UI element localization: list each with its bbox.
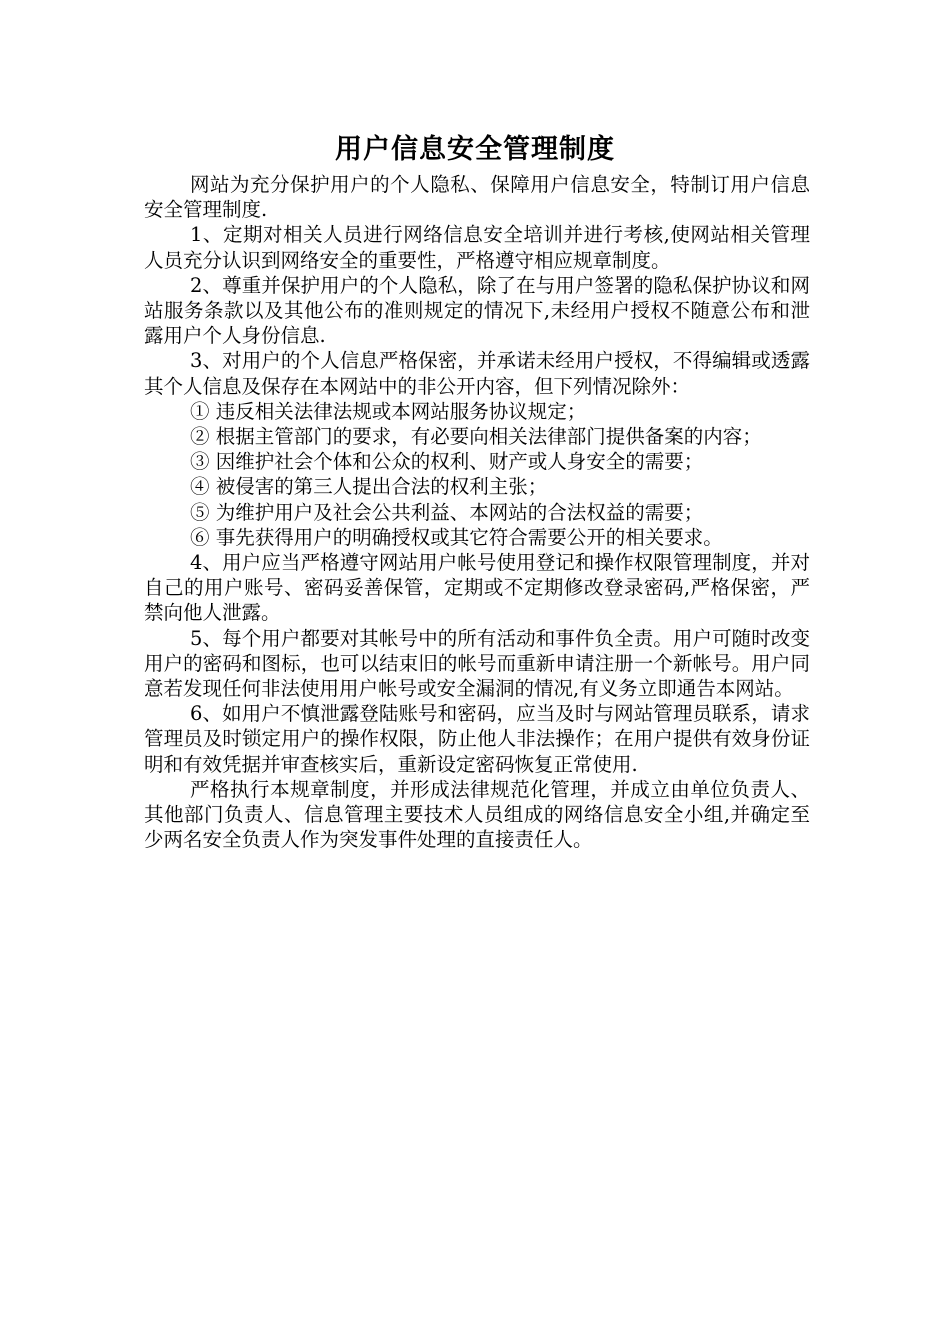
rule-5-paragraph: 5、每个用户都要对其帐号中的所有活动和事件负全责。用户可随时改变用户的密码和图标，也可以结束旧的帐号而重新申请注册一个新帐号。用户同意若发现任何非法使用用户帐号或安全漏洞的情况,有义务立即通告本网站。 bbox=[144, 626, 810, 701]
exception-item-1: ① 违反相关法律法规或本网站服务协议规定； bbox=[190, 399, 587, 423]
intro-paragraph: 网站为充分保护用户的个人隐私、保障用户信息安全，特制订用户信息安全管理制度. bbox=[144, 173, 810, 222]
rule-6-paragraph: 6、如用户不慎泄露登陆账号和密码，应当及时与网站管理员联系，请求管理员及时锁定用户的操作权限，防止他人非法操作；在用户提供有效身份证明和有效凭据并审查核实后，重新设定密码恢复正常使用. bbox=[144, 702, 810, 776]
exception-item-2: ② 根据主管部门的要求，有必要向相关法律部门提供备案的内容； bbox=[190, 425, 762, 449]
exception-item-5: ⑤ 为维护用户及社会公共利益、本网站的合法权益的需要； bbox=[190, 500, 704, 524]
rule-1-paragraph: 1、定期对相关人员进行网络信息安全培训并进行考核,使网站相关管理人员充分认识到网络安全的重要性，严格遵守相应规章制度。 bbox=[144, 223, 810, 272]
document-body bbox=[144, 172, 810, 852]
rule-4-paragraph: 4、用户应当严格遵守网站用户帐号使用登记和操作权限管理制度，并对自己的用户账号、密码妥善保管，定期或不定期修改登录密码,严格保密，严禁向他人泄露。 bbox=[144, 551, 810, 625]
exception-item-3: ③ 因维护社会个体和公众的权利、财产或人身安全的需要； bbox=[190, 450, 704, 474]
exception-item-4: ④ 被侵害的第三人提出合法的权利主张； bbox=[190, 475, 548, 499]
rule-3-paragraph: 3、对用户的个人信息严格保密，并承诺未经用户授权，不得编辑或透露其个人信息及保存在本网站中的非公开内容，但下列情况除外： bbox=[144, 349, 810, 398]
document-title: 用户信息安全管理制度 bbox=[335, 134, 615, 165]
closing-paragraph: 严格执行本规章制度，并形成法律规范化管理，并成立由单位负责人、其他部门负责人、信息管理主要技术人员组成的网络信息安全小组,并确定至少两名安全负责人作为突发事件处理的直接责任人。 bbox=[144, 777, 810, 852]
rule-2-paragraph: 2、尊重并保护用户的个人隐私，除了在与用户签署的隐私保护协议和网站服务条款以及其他公布的准则规定的情况下,未经用户授权不随意公布和泄露用户个人身份信息. bbox=[144, 273, 810, 348]
exception-item-6: ⑥ 事先获得用户的明确授权或其它符合需要公开的相关要求。 bbox=[190, 525, 723, 549]
